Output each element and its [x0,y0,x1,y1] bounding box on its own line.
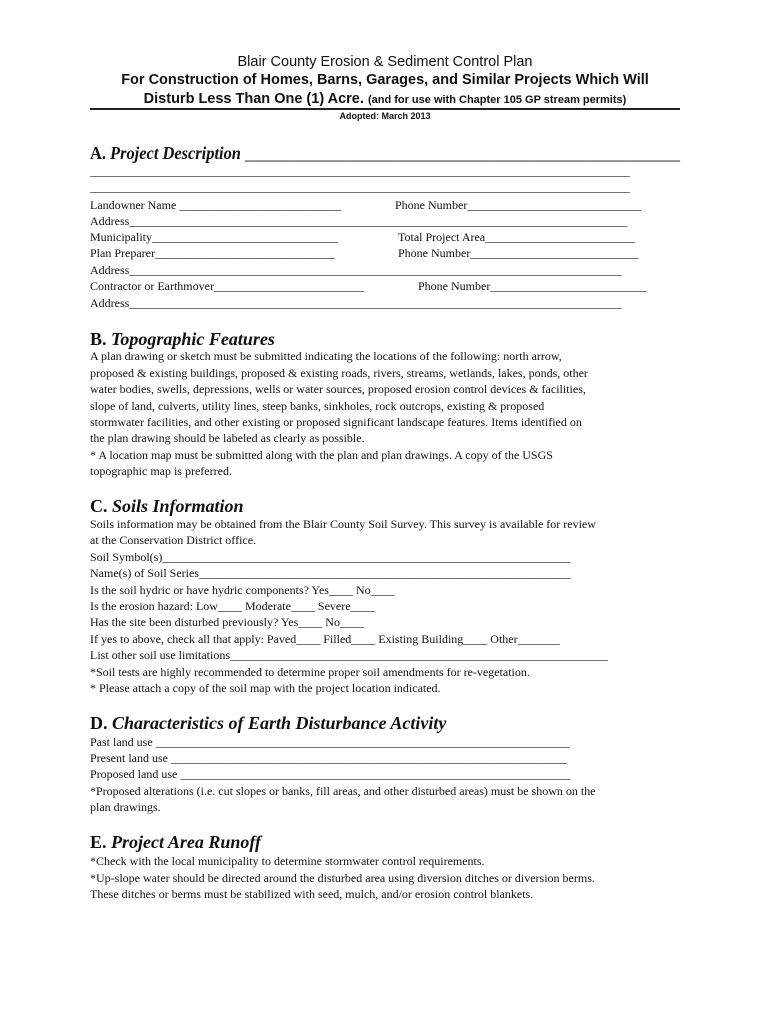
contractor-address-field[interactable]: Address__________________________________________________________________________________ [90,296,622,310]
total-project-area-field[interactable]: Total Project Area_________________________ [398,230,636,244]
doc-subtitle-line3 [0,90,770,109]
section-a-blank-line[interactable]: __________________________________________________________________________________________ [90,180,630,194]
section-a-blank-line[interactable]: __________________________________________________________________________________________ [90,164,630,178]
paragraph-line: These ditches or berms must be stabilized with seed, mulch, and/or erosion control blankets. [90,887,534,901]
doc-subtitle-main: Disturb Less Than One (1) Acre. [143,91,364,107]
municipality-field[interactable]: Municipality_______________________________ [90,230,338,244]
paragraph-line: *Up-slope water should be directed around the disturbed area using diversion ditches or diversion berms. [90,871,595,885]
section-c-title: Soils Information [112,496,244,516]
landowner-phone-field[interactable]: Phone Number_____________________________ [395,198,642,212]
contractor-field[interactable]: Contractor or Earthmover_________________________ [90,279,364,293]
section-b-letter: B. [90,329,107,349]
section-d-title: Characteristics of Earth Disturbance Activity [112,713,447,733]
doc-subtitle: For Construction of Homes, Barns, Garages, and Similar Projects Which Will [121,72,649,88]
hydric-soil-question[interactable]: Is the soil hydric or have hydric components? Yes____ No____ [90,583,395,597]
paragraph-line: stormwater facilities, and other existing or proposed significant landscape features. Items identified on [90,415,582,429]
erosion-hazard-question[interactable]: Is the erosion hazard: Low____ Moderate____ Severe____ [90,599,375,613]
paragraph-line: at the Conservation District office. [90,533,257,547]
present-land-use-field[interactable]: Present land use __________________________________________________________________ [90,751,567,765]
check-all-that-apply-line[interactable]: If yes to above, check all that apply: Paved____ Filled____ Existing Building____ Other_______ [90,632,560,646]
past-land-use-field[interactable]: Past land use _____________________________________________________________________ [90,735,570,749]
section-a-title-fill: _____________________________________________________ [245,143,680,163]
doc-title: Blair County Erosion & Sediment Control Plan [237,54,533,70]
paragraph-line: the plan drawing should be labeled as clearly as possible. [90,431,365,445]
paragraph-line: A plan drawing or sketch must be submitted indicating the locations of the following: north arrow, [90,349,562,363]
section-a-heading [90,142,680,164]
preparer-address-field[interactable]: Address__________________________________________________________________________________ [90,263,622,277]
paragraph-line: slope of land, culverts, utility lines, steep banks, sinkholes, rock outcrops, existing & proposed [90,399,545,413]
paragraph-line: Soils information may be obtained from the Blair County Soil Survey. This survey is available for review [90,517,596,531]
section-d-letter: D. [90,713,108,733]
section-a-letter: A. [90,143,106,163]
soil-series-field[interactable]: Name(s) of Soil Series______________________________________________________________ [90,566,571,580]
paragraph-line: plan drawings. [90,800,161,814]
adopted-date: Adopted: March 2013 [339,111,431,121]
site-disturbed-question[interactable]: Has the site been disturbed previously? Yes____ No____ [90,615,364,629]
section-c-heading [90,495,244,517]
paragraph-line: water bodies, swells, depressions, wells or water sources, proposed erosion control devices & facilities, [90,382,586,396]
doc-subtitle-note: (and for use with Chapter 105 GP stream permits) [367,94,627,106]
landowner-name-field[interactable]: Landowner Name ___________________________ [90,198,342,212]
soil-symbol-field[interactable]: Soil Symbol(s)____________________________________________________________________ [90,550,571,564]
section-e-title: Project Area Runoff [111,832,262,852]
section-c-letter: C. [90,496,108,516]
paragraph-line: *Check with the local municipality to determine stormwater control requirements. [90,854,485,868]
section-b-title: Topographic Features [111,329,275,349]
section-b-heading [90,328,275,350]
paragraph-line: topographic map is preferred. [90,464,232,478]
paragraph-line: proposed & existing buildings, proposed & existing roads, rivers, streams, wetlands, lakes, ponds, other [90,366,588,380]
paragraph-line: * Please attach a copy of the soil map with the project location indicated. [90,681,441,695]
paragraph-line: *Soil tests are highly recommended to determine proper soil amendments for re-vegetation. [90,665,530,679]
paragraph-line: *Proposed alterations (i.e. cut slopes or banks, fill areas, and other disturbed areas) must be shown on the [90,784,596,798]
landowner-address-field[interactable]: Address___________________________________________________________________________________ [90,214,628,228]
plan-preparer-field[interactable]: Plan Preparer______________________________ [90,246,335,260]
soil-use-limitations-field[interactable]: List other soil use limitations_______________________________________________________________ [90,648,608,662]
section-a-title: Project Description [110,143,241,163]
section-e-heading [90,831,261,853]
section-d-heading [90,712,446,734]
preparer-phone-field[interactable]: Phone Number____________________________ [398,246,639,260]
proposed-land-use-field[interactable]: Proposed land use _________________________________________________________________ [90,767,571,781]
contractor-phone-field[interactable]: Phone Number__________________________ [418,279,647,293]
paragraph-line: * A location map must be submitted along with the plan and plan drawings. A copy of the USGS [90,448,553,462]
section-e-letter: E. [90,832,107,852]
